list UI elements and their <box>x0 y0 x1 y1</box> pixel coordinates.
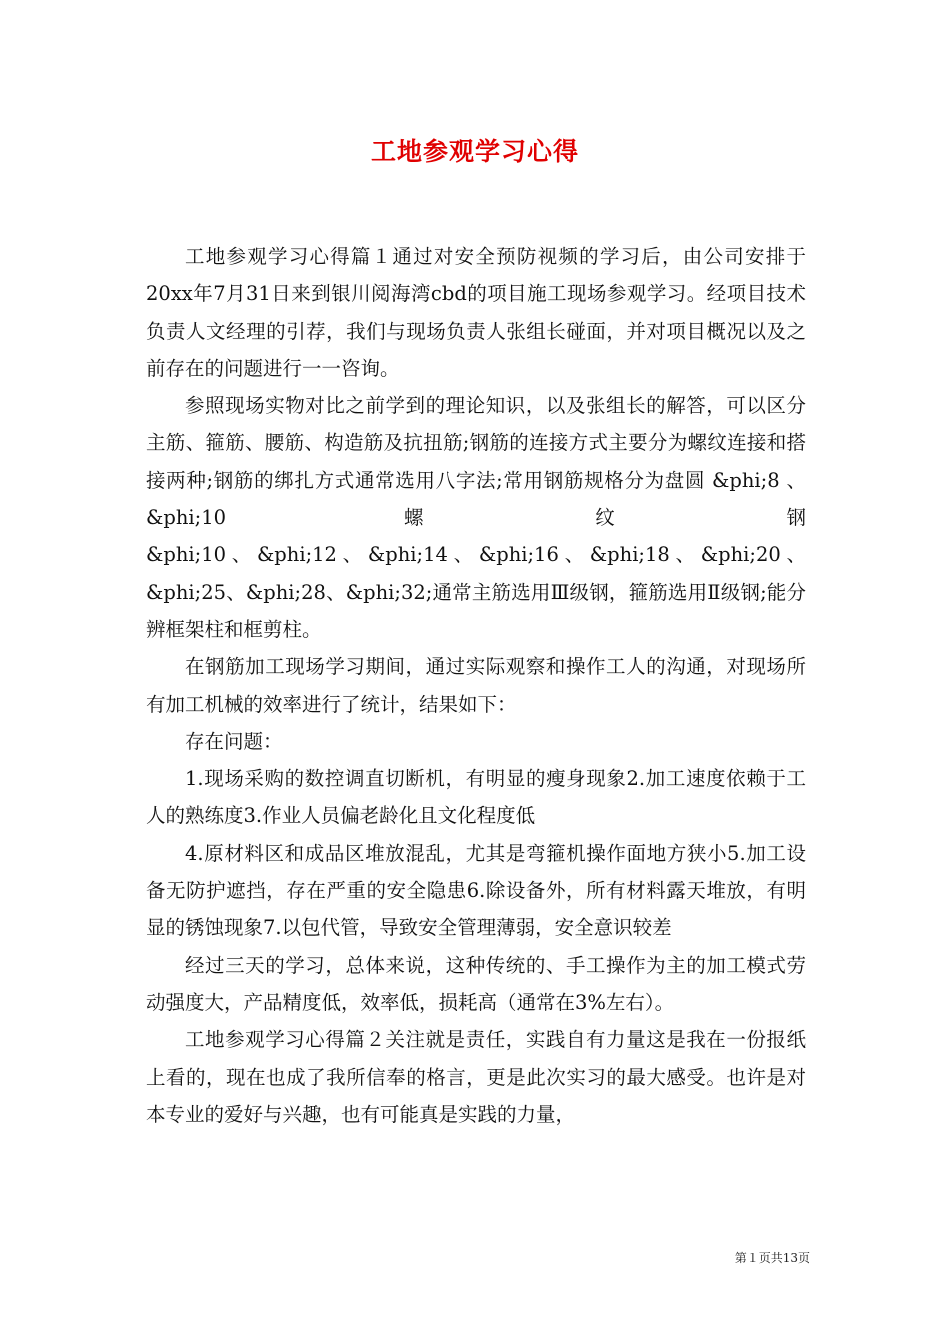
paragraph-6: 1.现场采购的数控调直切断机，有明显的瘦身现象2.加工速度依赖于工人的熟练度3.作业人员偏老龄化且文化程度低 <box>146 767 806 828</box>
paragraph-2: 参照现场实物对比之前学到的理论知识，以及张组长的解答，可以区分主筋、箍筋、腰筋、构造筋及抗扭筋;钢筋的连接方式主要分为螺纹连接和搭接两种;钢筋的绑扎方式通常选用八字法;常用钢筋规格分为盘圆 &phi;8 、 &phi;10 螺纹钢 <box>146 394 806 530</box>
paragraph-4: 在钢筋加工现场学习期间，通过实际观察和操作工人的沟通，对现场所有加工机械的效率进行了统计，结果如下： <box>146 655 806 716</box>
document-body <box>146 238 806 1133</box>
paragraph-9: 工地参观学习心得篇２关注就是责任，实践自有力量这是我在一份报纸上看的，现在也成了我所信奉的格言，更是此次实习的最大感受。也许是对本专业的爱好与兴趣，也有可能真是实践的力量， <box>146 1028 806 1126</box>
paragraph-1: 工地参观学习心得篇１通过对安全预防视频的学习后，由公司安排于20xx年7月31日来到银川阅海湾cbd的项目施工现场参观学习。经项目技术负责人文经理的引荐，我们与现场负责人张组长碰面，并对项目概况以及之前存在的问题进行一一咨询。 <box>146 245 806 380</box>
paragraph-3: &phi;10、&phi;12、&phi;14、&phi;16、&phi;18、&phi;20、&phi;25、&phi;28、&phi;32;通常主筋选用Ⅲ级钢，箍筋选用Ⅱ级钢;能分辨框架柱和框剪柱。 <box>146 543 806 641</box>
page-number: 第１页共13页 <box>734 1251 810 1265</box>
paragraph-5: 存在问题： <box>185 729 283 753</box>
document-title: 工地参观学习心得 <box>370 137 579 166</box>
paragraph-7: 4.原材料区和成品区堆放混乱，尤其是弯箍机操作面地方狭小5.加工设备无防护遮挡，存在严重的安全隐患6.除设备外，所有材料露天堆放，有明显的锈蚀现象7.以包代管，导致安全管理薄弱，安全意识较差 <box>146 841 806 940</box>
paragraph-8: 经过三天的学习，总体来说，这种传统的、手工操作为主的加工模式劳动强度大，产品精度低，效率低，损耗高（通常在3%左右）。 <box>146 953 806 1014</box>
